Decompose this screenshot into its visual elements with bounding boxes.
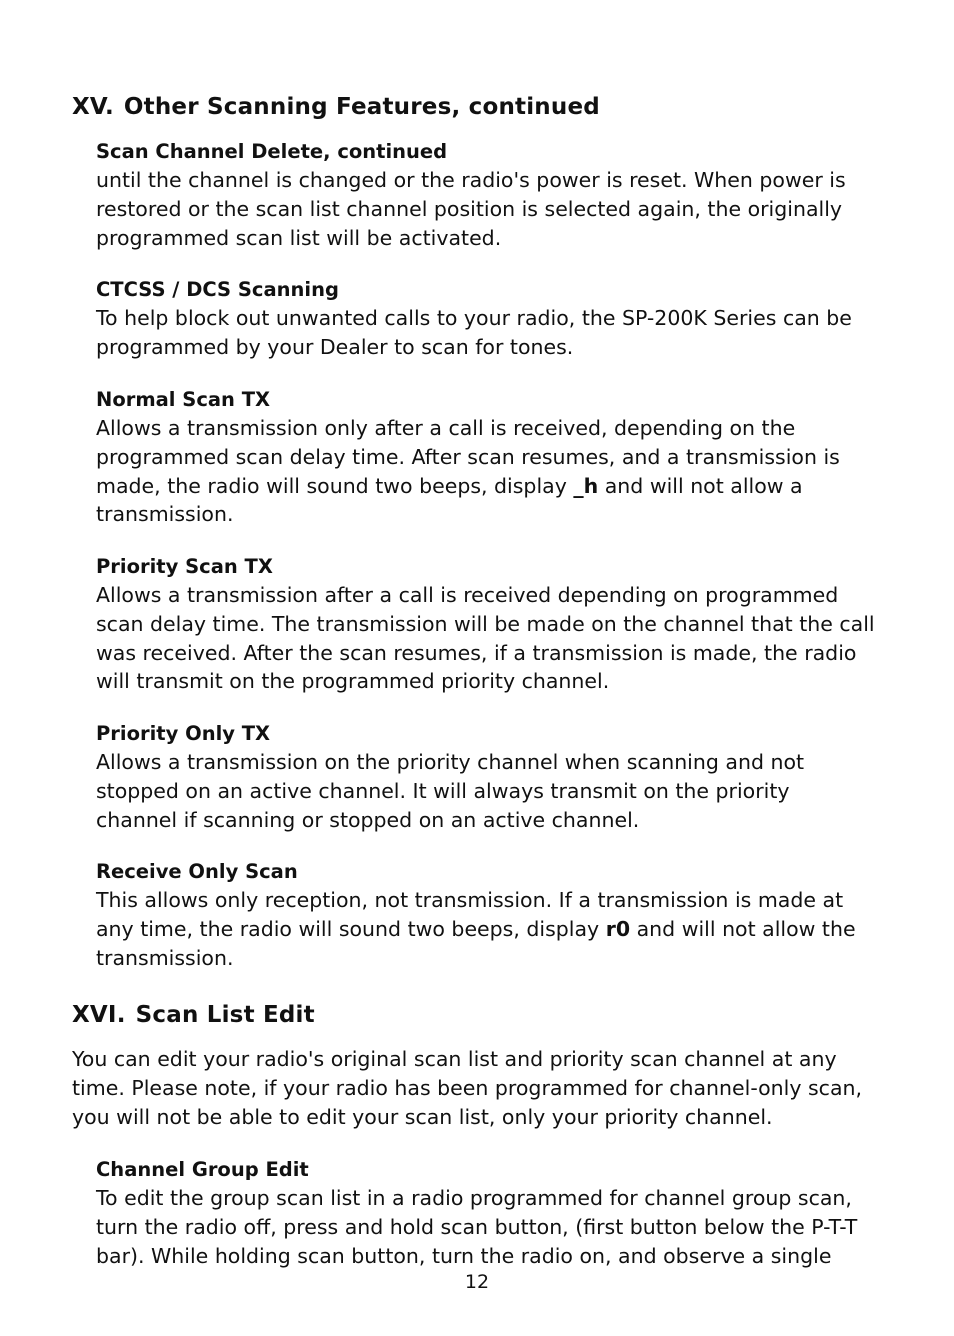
page-number: 12 [464,1271,490,1293]
subsection-body [96,748,876,834]
body-line: You can edit your radio's original scan list and priority scan channel at any [72,1047,837,1071]
subsection-body [96,304,876,362]
subsection-heading: Priority Only TX [96,722,271,745]
body-line: programmed scan delay time. After scan resumes, and a transmission is [96,444,840,469]
body-text: and will not allow the [630,916,856,941]
body-line: restored or the scan list channel position is selected again, the originally [96,196,843,221]
body-line: until the channel is changed or the radio's power is reset. When power is [96,168,846,192]
body-line: channel if scanning or stopped on an active channel. [96,807,640,832]
subsection-receive-only-scan [96,857,876,972]
body-line: bar). While holding scan button, turn the radio on, and observe a single [96,1243,832,1268]
body-line [96,472,876,501]
subsection-scan-channel-delete [96,137,876,252]
section-title-xv [72,92,600,122]
subsection-heading: Receive Only Scan [96,860,298,883]
body-line: Allows a transmission only after a call is received, depending on the [96,416,796,440]
subsection-body [96,1184,876,1270]
body-text: made, the radio will sound two beeps, display [96,473,574,498]
body-text: and will not allow a [598,473,803,498]
section-title-text: Scan List Edit [135,1002,315,1028]
body-line: programmed scan list will be activated. [96,225,502,250]
body-line: Allows a transmission after a call is received depending on programmed [96,583,839,607]
body-line: programmed by your Dealer to scan for tones. [96,334,574,359]
display-code-h: _h [573,473,599,498]
body-line: turn the radio off, press and hold scan button, (first button below the P-T-T [96,1214,858,1239]
subsection-body [96,886,876,972]
section-title-text: Other Scanning Features, continued [123,94,600,120]
body-line: To edit the group scan list in a radio programmed for channel group scan, [96,1186,852,1210]
section-title-xvi [72,1000,315,1030]
body-line: Allows a transmission on the priority channel when scanning and not [96,750,805,774]
subsection-body [96,166,876,252]
subsection-heading: Scan Channel Delete, continued [96,140,448,163]
section-number: XV. [72,94,114,120]
body-line: stopped on an active channel. It will always transmit on the priority [96,778,790,803]
subsection-body [96,581,876,696]
subsection-normal-scan-tx [96,385,876,529]
body-line: scan delay time. The transmission will be made on the channel that the call [96,611,875,636]
subsection-heading: Normal Scan TX [96,388,271,411]
body-line: time. Please note, if your radio has been programmed for channel-only scan, [72,1075,863,1100]
subsection-heading: CTCSS / DCS Scanning [96,278,339,301]
body-line: This allows only reception, not transmission. If a transmission is made at [96,888,844,912]
body-line: was received. After the scan resumes, if a transmission is made, the radio [96,640,857,665]
body-line: To help block out unwanted calls to your radio, the SP-200K Series can be [96,306,852,330]
subsection-body [96,414,876,529]
subsection-heading: Channel Group Edit [96,1158,309,1181]
subsection-heading: Priority Scan TX [96,555,273,578]
section-number: XVI. [72,1002,126,1028]
display-code-r0: r0 [605,916,631,941]
subsection-ctcss-dcs-scanning [96,275,876,362]
subsection-channel-group-edit [96,1155,876,1270]
body-line: transmission. [96,945,234,970]
body-line: transmission. [96,502,234,527]
body-line [96,915,876,944]
subsection-priority-scan-tx [96,552,876,696]
section-intro [72,1045,882,1131]
body-line: you will not be able to edit your scan list, only your priority channel. [72,1104,773,1129]
body-text: any time, the radio will sound two beeps, display [96,916,606,941]
body-line: will transmit on the programmed priority channel. [96,669,610,694]
subsection-priority-only-tx [96,719,876,834]
